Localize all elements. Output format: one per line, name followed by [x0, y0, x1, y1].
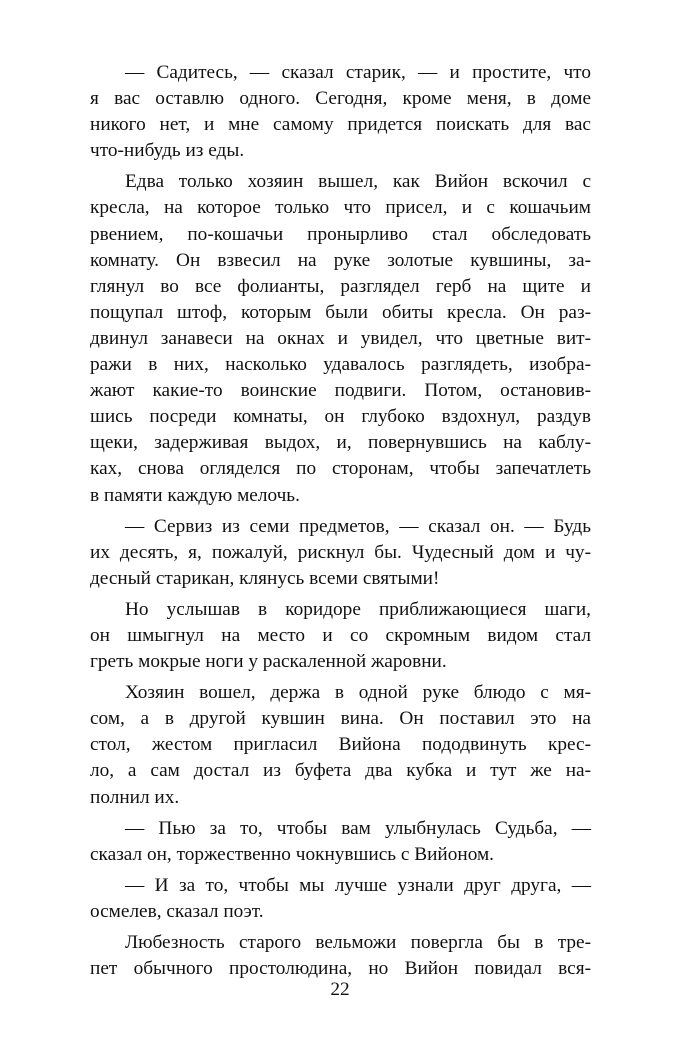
- text-line: греть мокрые ноги у раскаленной жаровни.: [90, 651, 447, 673]
- page-number: 22: [330, 979, 350, 1000]
- text-line: пет обычного простолюдина, но Вийон повидал вся-: [90, 958, 591, 980]
- text-line: ло, а сам достал из буфета два кубка и тут же на-: [90, 760, 591, 782]
- text-line: пощупал штоф, которым были обиты кресла. Он раз-: [90, 301, 591, 323]
- text-line: никого нет, и мне самому придется поискать для вас: [90, 114, 591, 136]
- page-text-block: [90, 60, 591, 987]
- text-line: жают какие-то воинские подвиги. Потом, остановив-: [90, 380, 591, 402]
- text-line: сом, а в другой кувшин вина. Он поставил это на: [90, 708, 591, 730]
- text-line: ках, снова огляделся по сторонам, чтобы запечатлеть: [90, 458, 591, 480]
- text-line: кресла, на которое только что присел, и с кошачьим: [90, 197, 591, 219]
- text-line: в памяти каждую мелочь.: [90, 484, 300, 506]
- text-line: шись посреди комнаты, он глубоко вздохнул, раздув: [90, 406, 591, 428]
- text-line: Но услышав в коридоре приближающиеся шаги,: [125, 598, 591, 620]
- text-line: Любезность старого вельможи повергла бы в тре-: [125, 932, 591, 953]
- text-line: двинул занавеси на окнах и увидел, что цветные вит-: [90, 327, 591, 349]
- text-line: щеки, задерживая выдох, и, повернувшись на каблу-: [90, 432, 591, 454]
- paragraph: [90, 816, 591, 868]
- text-line: Едва только хозяин вышел, как Вийон вскочил с: [125, 171, 591, 193]
- text-line: — Пью за то, чтобы вам улыбнулась Судьба, —: [125, 817, 591, 839]
- text-line: — Садитесь, — сказал старик, — и простите, что: [125, 62, 591, 83]
- paragraph: [90, 514, 591, 592]
- paragraph: [90, 597, 591, 675]
- text-line: — И за то, чтобы мы лучше узнали друг друга, —: [125, 874, 591, 896]
- text-line: я вас оставлю одного. Сегодня, кроме меня, в доме: [90, 88, 591, 110]
- paragraph: [90, 680, 591, 810]
- paragraph: [90, 169, 591, 508]
- paragraph: [90, 60, 591, 164]
- paragraph: [90, 873, 591, 925]
- text-line: рвением, по-кошачьи пронырливо стал обследовать: [90, 223, 591, 245]
- text-line: десный старикан, клянусь всеми святыми!: [90, 567, 440, 589]
- text-line: их десять, я, пожалуй, рискнул бы. Чудесный дом и чу-: [90, 541, 591, 563]
- text-line: — Сервиз из семи предметов, — сказал он. — Будь: [125, 515, 591, 537]
- text-line: стол, жестом пригласил Вийона пододвинуть крес-: [90, 734, 591, 756]
- paragraph: [90, 930, 591, 982]
- text-line: полнил их.: [90, 786, 180, 808]
- text-line: осмелев, сказал поэт.: [90, 900, 264, 922]
- text-line: глянул во все фолианты, разглядел герб на щите и: [90, 275, 591, 297]
- text-line: Хозяин вошел, держа в одной руке блюдо с мя-: [125, 682, 591, 704]
- text-line: комнату. Он взвесил на руке золотые кувшины, за-: [90, 249, 591, 271]
- text-line: ражи в них, насколько удавалось разглядеть, изобра-: [90, 354, 591, 376]
- text-line: что-нибудь из еды.: [90, 140, 245, 162]
- text-line: он шмыгнул на место и со скромным видом стал: [90, 624, 591, 646]
- text-line: сказал он, торжественно чокнувшись с Вийоном.: [90, 843, 495, 865]
